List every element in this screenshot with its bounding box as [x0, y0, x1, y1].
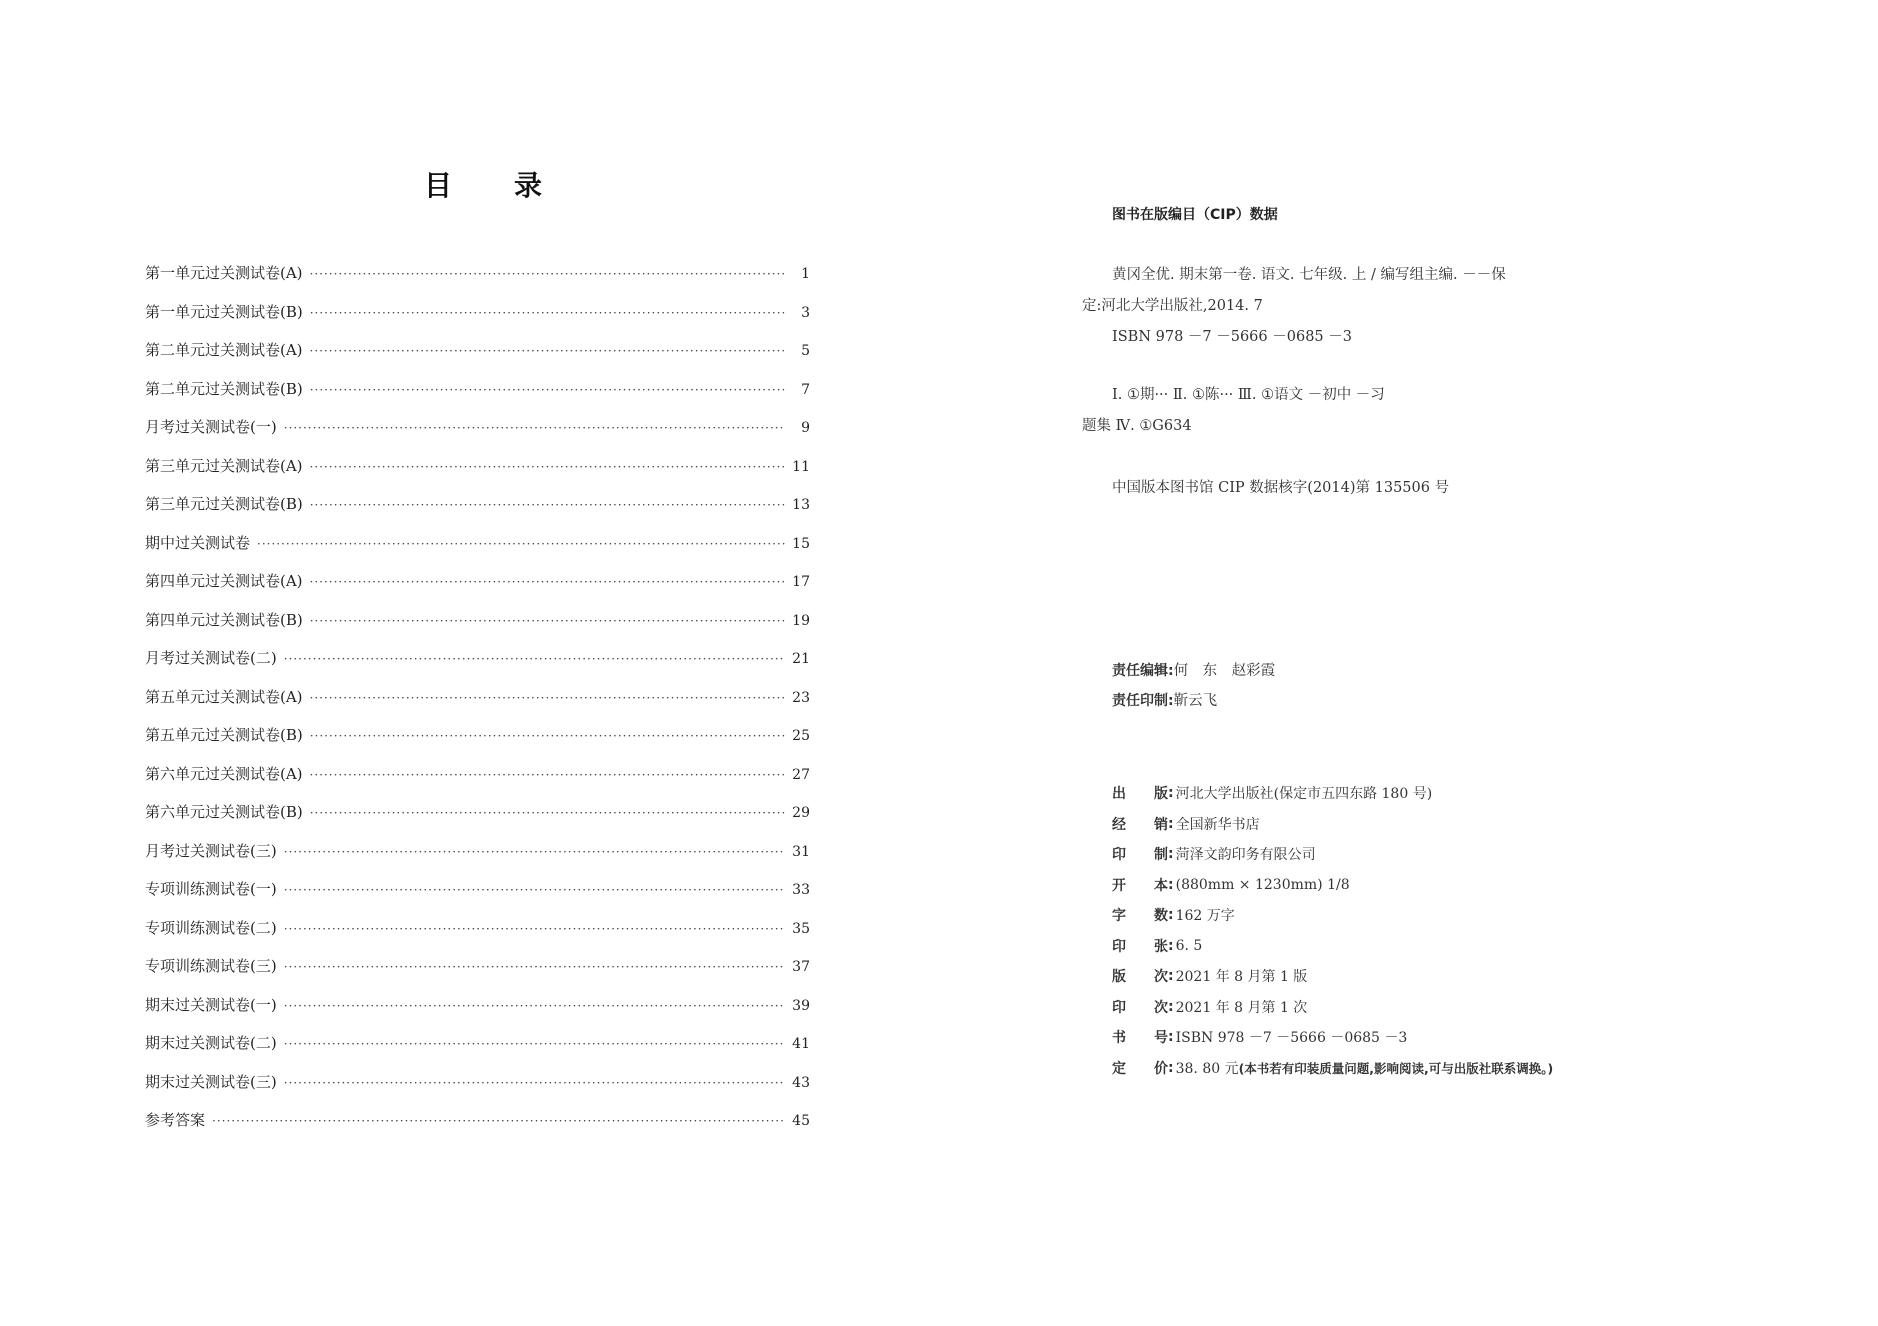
publication-key — [1112, 936, 1168, 956]
toc-leader-dots — [310, 498, 785, 512]
publication-key-char: 印 — [1112, 938, 1126, 955]
publication-key-char: 开 — [1112, 877, 1126, 894]
toc-leader-dots — [284, 652, 785, 666]
publication-key-char: 价 — [1154, 1060, 1168, 1077]
toc-entry-page: 31 — [792, 843, 810, 860]
cip-number-block — [1082, 473, 1449, 504]
toc-entry-page: 15 — [792, 535, 810, 552]
publication-value: 河北大学出版社(保定市五四东路 180 号) — [1175, 786, 1433, 803]
publication-key — [1112, 905, 1168, 925]
responsibility-block — [1082, 656, 1275, 716]
toc-entry-label: 期末过关测试卷(二) — [145, 1034, 277, 1052]
publication-key-char: 次 — [1154, 999, 1168, 1016]
cip-record — [1082, 260, 1642, 353]
toc-leader-dots — [310, 575, 785, 589]
toc-leader-dots — [310, 306, 785, 320]
print-manager-row — [1082, 686, 1275, 716]
toc-leader-dots — [310, 344, 785, 358]
toc-entry — [145, 955, 810, 994]
publication-colon: : — [1168, 1059, 1174, 1076]
publication-key — [1112, 997, 1168, 1017]
toc-leader-dots — [284, 960, 785, 974]
publication-key-char: 出 — [1112, 786, 1126, 803]
toc-entry-page: 13 — [792, 497, 810, 513]
publication-key-char: 印 — [1112, 847, 1126, 864]
publication-value: 6. 5 — [1175, 937, 1203, 954]
publication-key — [1112, 966, 1168, 986]
print-manager-key: 责任印制: — [1112, 692, 1174, 709]
toc-title-char-2: 录 — [514, 169, 543, 202]
toc-entry — [145, 339, 810, 378]
editor-value: 何 东 赵彩霞 — [1173, 662, 1276, 679]
publication-colon: : — [1168, 785, 1174, 802]
editor-row — [1082, 656, 1275, 686]
toc-leader-dots — [310, 614, 785, 628]
toc-leader-dots — [257, 537, 785, 551]
publication-key — [1112, 1058, 1168, 1078]
publication-row — [1112, 778, 1553, 809]
toc-entry-label: 专项训练测试卷(二) — [145, 918, 277, 937]
toc-entry-label: 第三单元过关测试卷(A) — [145, 456, 303, 475]
publication-value: ISBN 978 －7 －5666 －0685 －3 — [1175, 1030, 1408, 1047]
toc-entry-label: 参考答案 — [145, 1111, 206, 1129]
toc-entry-label: 第四单元过关测试卷(B) — [145, 610, 303, 629]
toc-entry — [145, 1109, 810, 1148]
toc-entry-page: 21 — [792, 651, 810, 667]
toc-entry — [145, 570, 810, 609]
toc-entry — [145, 724, 810, 763]
cip-isbn-line: ISBN 978 －7 －5666 －0685 －3 — [1112, 329, 1352, 345]
publication-key-char: 版 — [1112, 969, 1126, 986]
toc-entry-page: 39 — [792, 997, 810, 1014]
publication-key — [1112, 844, 1168, 864]
publication-row — [1112, 961, 1553, 992]
toc-leader-dots — [310, 460, 785, 474]
toc-entry-label: 第四单元过关测试卷(A) — [145, 572, 303, 590]
toc-entry — [145, 686, 810, 725]
toc-entry — [145, 801, 810, 840]
toc-entry-page: 29 — [792, 805, 810, 821]
toc-entry-page: 3 — [801, 304, 810, 321]
toc-leader-dots — [284, 883, 785, 897]
publication-value: 全国新华书店 — [1175, 816, 1260, 833]
toc-leader-dots — [284, 999, 785, 1013]
editor-key: 责任编辑: — [1112, 662, 1174, 679]
toc-entry — [145, 647, 810, 686]
toc-entry-label: 第五单元过关测试卷(B) — [145, 726, 303, 744]
publication-key-char: 张 — [1154, 938, 1168, 955]
toc-entry-page: 11 — [792, 458, 810, 475]
toc-entry-page: 23 — [792, 689, 810, 706]
toc-entry-label: 第六单元过关测试卷(A) — [145, 764, 303, 783]
toc-entry-page: 1 — [801, 266, 810, 282]
toc-leader-dots — [284, 922, 785, 936]
publication-key — [1112, 875, 1168, 895]
publication-value: 菏泽文韵印务有限公司 — [1175, 847, 1316, 864]
toc-title-char-1: 目 — [424, 169, 453, 202]
toc-entry — [145, 1032, 810, 1071]
copyright-page — [1040, 0, 1878, 1326]
toc-entry-page: 17 — [792, 574, 810, 590]
publication-colon: : — [1168, 876, 1174, 893]
toc-leader-dots — [284, 421, 785, 435]
toc-entry-label: 专项训练测试卷(一) — [145, 880, 277, 898]
toc-entry-page: 5 — [801, 343, 810, 359]
publication-key-char: 书 — [1112, 1030, 1126, 1047]
toc-entry-page: 33 — [792, 882, 810, 898]
toc-entry-label: 第一单元过关测试卷(B) — [145, 302, 303, 321]
publication-value: 2021 年 8 月第 1 版 — [1175, 969, 1308, 986]
publication-info — [1112, 778, 1553, 1083]
toc-entry — [145, 262, 810, 301]
publication-colon: : — [1168, 1029, 1174, 1046]
toc-entry-page: 45 — [792, 1113, 810, 1129]
publication-key-char: 制 — [1154, 847, 1168, 864]
toc-leader-dots — [310, 806, 785, 820]
toc-entry-label: 第五单元过关测试卷(A) — [145, 687, 303, 706]
toc-entry — [145, 763, 810, 802]
cip-classification — [1082, 380, 1642, 442]
publication-row — [1112, 931, 1553, 962]
publication-value: 38. 80 元 — [1175, 1060, 1239, 1077]
publication-colon: : — [1168, 846, 1174, 863]
publication-key-char: 定 — [1112, 1060, 1126, 1077]
toc-entry — [145, 493, 810, 532]
toc-entry-label: 专项训练测试卷(三) — [145, 957, 277, 975]
publication-value: 162 万字 — [1175, 908, 1235, 925]
publication-key-char: 号 — [1154, 1030, 1168, 1047]
toc-leader-dots — [310, 768, 785, 782]
toc-entry-page: 19 — [792, 612, 810, 629]
cip-record-line-1: 黄冈全优. 期末第一卷. 语文. 七年级. 上 / 编写组主编. －－保 — [1112, 267, 1506, 283]
publication-row — [1112, 809, 1553, 840]
publication-key-char: 销 — [1154, 816, 1168, 833]
toc-entry — [145, 1071, 810, 1110]
toc-title — [424, 164, 542, 204]
publication-key-char: 经 — [1112, 816, 1126, 833]
publication-row — [1112, 870, 1553, 901]
toc-entry — [145, 840, 810, 879]
toc-leader-dots — [284, 1076, 785, 1090]
toc-leader-dots — [310, 729, 785, 743]
publication-key-char: 版 — [1154, 786, 1168, 803]
publication-key-char: 本 — [1154, 877, 1168, 894]
publication-colon: : — [1168, 815, 1174, 832]
toc-entry-label: 第一单元过关测试卷(A) — [145, 264, 303, 282]
toc-entry-label: 月考过关测试卷(一) — [145, 418, 277, 436]
toc-entry-label: 第二单元过关测试卷(B) — [145, 379, 303, 398]
publication-key — [1112, 783, 1168, 803]
toc-entry-label: 期中过关测试卷 — [145, 533, 251, 552]
toc-leader-dots — [212, 1114, 785, 1128]
toc-leader-dots — [310, 691, 785, 705]
toc-entry — [145, 609, 810, 648]
toc-entry — [145, 301, 810, 340]
toc-entry-page: 37 — [792, 959, 810, 975]
toc-list — [145, 262, 810, 1148]
toc-leader-dots — [284, 1037, 785, 1051]
toc-leader-dots — [310, 267, 785, 281]
publication-key-char: 次 — [1154, 969, 1168, 986]
toc-entry-page: 25 — [792, 728, 810, 744]
toc-entry-page: 35 — [792, 920, 810, 937]
toc-entry — [145, 416, 810, 455]
toc-leader-dots — [310, 383, 785, 397]
cip-heading: 图书在版编目（CIP）数据 — [1112, 207, 1278, 223]
toc-entry-label: 期末过关测试卷(一) — [145, 995, 277, 1014]
publication-colon: : — [1168, 998, 1174, 1015]
toc-entry-page: 41 — [792, 1036, 810, 1052]
toc-leader-dots — [284, 845, 785, 859]
toc-entry — [145, 532, 810, 571]
publication-colon: : — [1168, 968, 1174, 985]
publication-key — [1112, 1027, 1168, 1047]
cip-record-line-2: 定:河北大学出版社,2014. 7 — [1082, 298, 1263, 314]
publication-colon: : — [1168, 937, 1174, 954]
toc-entry-page: 7 — [801, 381, 810, 398]
price-note: (本书若有印装质量问题,影响阅读,可与出版社联系调换。) — [1238, 1060, 1554, 1076]
toc-entry-page: 27 — [792, 766, 810, 783]
publication-row — [1112, 1053, 1553, 1084]
print-manager-value: 靳云飞 — [1173, 692, 1218, 709]
publication-colon: : — [1168, 907, 1174, 924]
toc-entry-label: 第三单元过关测试卷(B) — [145, 495, 303, 513]
toc-entry — [145, 378, 810, 417]
toc-entry-label: 期末过关测试卷(三) — [145, 1072, 277, 1091]
publication-key-char: 印 — [1112, 999, 1126, 1016]
publication-value: 2021 年 8 月第 1 次 — [1175, 999, 1308, 1016]
toc-entry-page: 9 — [801, 420, 810, 436]
publication-row — [1112, 1022, 1553, 1053]
publication-value: (880mm × 1230mm) 1/8 — [1175, 876, 1350, 893]
toc-entry-page: 43 — [792, 1074, 810, 1091]
publication-row — [1112, 839, 1553, 870]
toc-entry-label: 第二单元过关测试卷(A) — [145, 341, 303, 359]
publication-row — [1112, 992, 1553, 1023]
toc-entry — [145, 994, 810, 1033]
toc-entry — [145, 878, 810, 917]
publication-row — [1112, 900, 1553, 931]
publication-key-char: 数 — [1154, 908, 1168, 925]
toc-entry — [145, 455, 810, 494]
cip-class-line-2: 题集 Ⅳ. ①G634 — [1082, 418, 1192, 434]
publication-key-char: 字 — [1112, 908, 1126, 925]
toc-entry-label: 月考过关测试卷(三) — [145, 841, 277, 860]
publication-key — [1112, 814, 1168, 834]
cip-class-line-1: Ⅰ. ①期··· Ⅱ. ①陈··· Ⅲ. ①语文 －初中 －习 — [1112, 387, 1385, 403]
toc-entry-label: 第六单元过关测试卷(B) — [145, 803, 303, 821]
toc-entry — [145, 917, 810, 956]
toc-entry-label: 月考过关测试卷(二) — [145, 649, 277, 667]
cip-number: 中国版本图书馆 CIP 数据核字(2014)第 135506 号 — [1112, 480, 1450, 496]
